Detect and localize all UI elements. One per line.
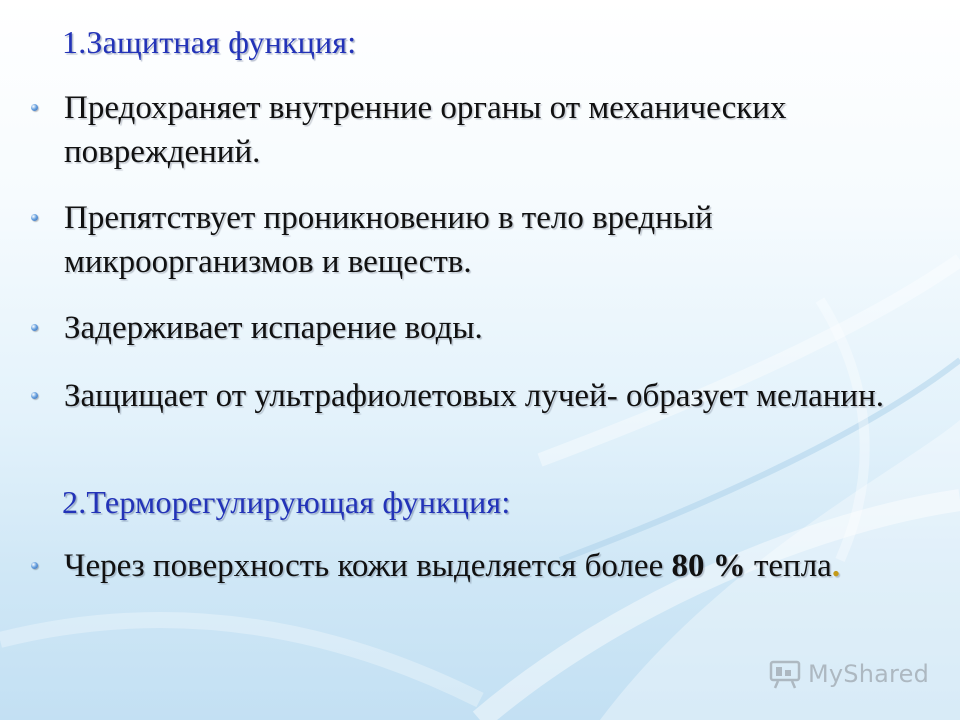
watermark-text: MyShared	[808, 660, 930, 688]
list-item-text-prefix: Через поверхность кожи выделяется более	[64, 548, 672, 584]
bullet-icon	[31, 214, 38, 221]
list-item-text-suffix: тепла	[745, 548, 832, 584]
list-item-text: Предохраняет внутренние органы от механических повреждений.	[64, 90, 787, 170]
accent-period: .	[831, 548, 841, 584]
heat-percentage: 80 %	[671, 548, 746, 584]
list-item-text: Задерживает испарение воды.	[64, 310, 483, 346]
bullet-icon	[31, 104, 38, 111]
list-item-text	[64, 544, 894, 588]
presentation-icon	[768, 657, 802, 691]
bullet-icon	[31, 324, 38, 331]
bullet-icon	[31, 562, 38, 569]
heading-protective-function: 1.Защитная функция:	[62, 24, 357, 60]
bullet-icon	[31, 392, 38, 399]
list-item-text: Препятствует проникновению в тело вредный микроорганизмов и веществ.	[64, 200, 713, 280]
list-item-text: Защищает от ультрафиолетовых лучей- образует меланин.	[64, 378, 885, 414]
myshared-watermark	[768, 654, 929, 694]
heading-thermoregulation-function: 2.Терморегулирующая функция:	[62, 484, 511, 520]
